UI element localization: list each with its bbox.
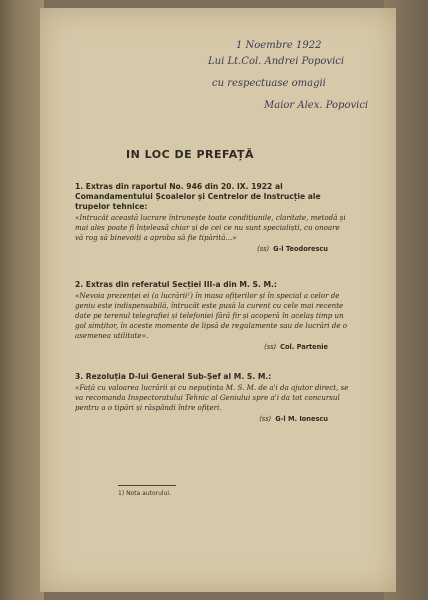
handwritten-dedication-2: cu respectuase omagii [212,78,326,89]
section-heading: 1. Extras din raportul No. 946 din 20. IX. 1922 al Comandamentului Școalelor și Centrelor de Instrucție ale trupelor tehnice: [75,182,321,211]
signature-prefix: (ss) [259,415,272,423]
section-2 [75,280,350,351]
section-1 [75,182,350,253]
section-signature [75,343,350,351]
footnote: 1) Nota autorului. [118,490,171,497]
handwritten-signature: Maior Alex. Popovici [264,100,369,111]
signature-prefix: (ss) [264,343,277,351]
handwritten-date: 1 Noembre 1922 [236,40,322,51]
page-title: IN LOC DE PREFAȚĂ [126,148,254,161]
handwritten-dedication: Lui Lt.Col. Andrei Popovici [208,56,345,67]
section-quote: «Față cu valoarea lucrării și cu nepuțința M. S. M. de a'i da ajutor direct, se va recomanda Inspectoratului Tehnic al Geniului spre a'i da tot concursul pentru a o tipări și răspândi între ofițeri. [75,383,349,412]
section-3 [75,372,350,423]
section-signature [75,415,350,423]
signature-name: G-l Teodorescu [273,245,328,253]
section-heading: 3. Rezoluția D-lui General Sub-Șef al M. S. M.: [75,372,272,381]
book-spine [0,0,44,600]
signature-name: G-l M. Ionescu [275,415,328,423]
section-signature [75,245,350,253]
footnote-divider [118,485,176,486]
section-quote: «Nevoia prezenței ei (a lucrării¹) în masa ofițerilor și în special a celor de geniu este indispensabilă, întrucât este pusă la curent cu cele mai recente date pe terenul telegrafiei și telefoniei fără fir și acoperă în acelaș timp un gol simțitor, în aceste momente de lipsă de regulamente sau de lucrări de o asemenea utilitate». [75,291,348,340]
section-heading: 2. Extras din referatul Secției III-a din M. S. M.: [75,280,277,289]
section-quote: «Intrucât această lucrare întrunește toate condițiunile, claritate, metodă și mai ales poate fi înțeleasă chiar și de cei ce nu sunt specialiști, cu onoare vă rog să binevoiți a aproba să fie tipărită...» [75,213,346,242]
signature-name: Col. Partenie [280,343,328,351]
signature-prefix: (ss) [257,245,270,253]
